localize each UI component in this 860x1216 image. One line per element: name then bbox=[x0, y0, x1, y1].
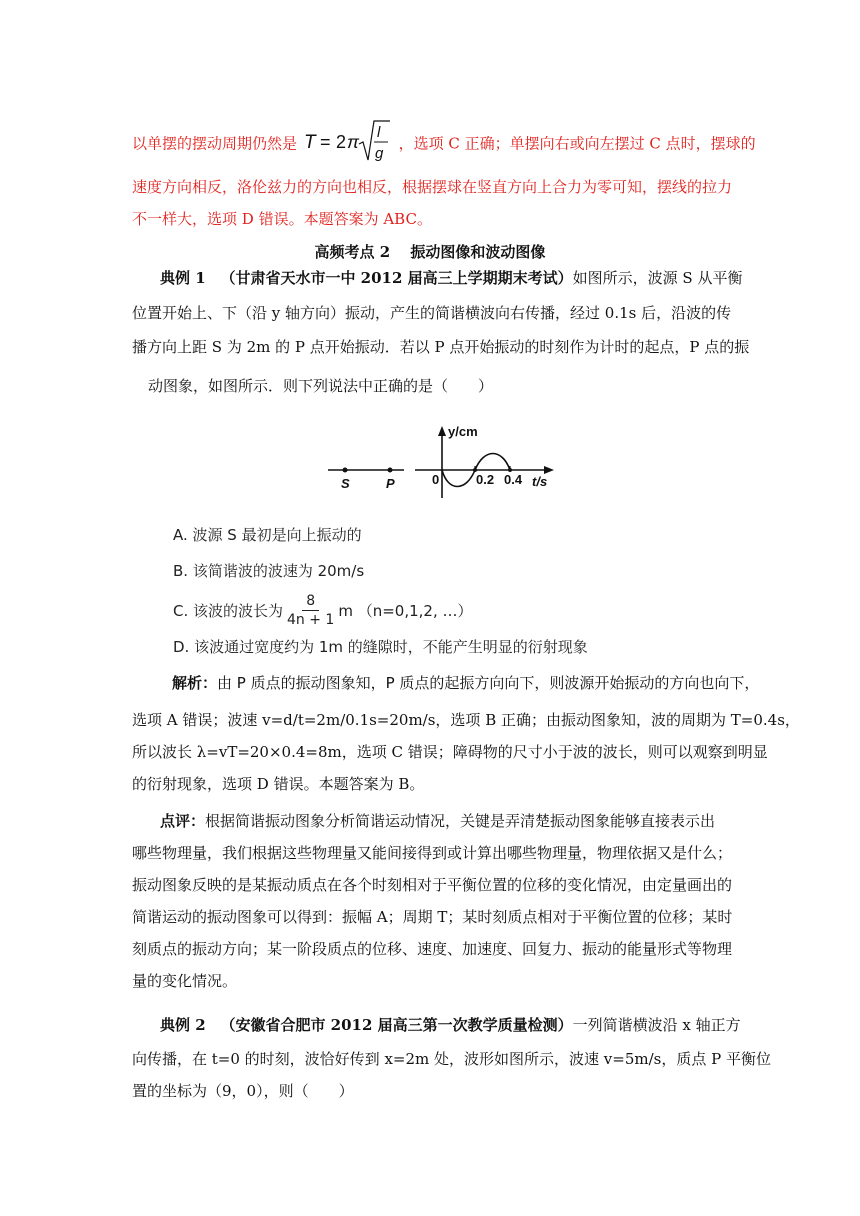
comment-line5: 刻质点的振动方向；某一阶段质点的位移、速度、加速度、回复力、振动的能量形式等物理 bbox=[132, 940, 733, 958]
para1-line1-text: 以单摆的摆动周期仍然是 bbox=[132, 134, 298, 153]
example1-source: （甘肃省天水市一中 2012 届高三上学期期末考试） bbox=[220, 269, 573, 287]
comment-line2: 哪些物理量，我们根据这些物理量又能间接得到或计算出哪些物理量，物理依据又是什么； bbox=[132, 844, 733, 862]
example1-label: 典例 1 bbox=[160, 269, 206, 287]
origin-label: 0 bbox=[432, 472, 440, 487]
tick-label-0-4: 0.4 bbox=[504, 472, 523, 487]
t-axis-label: t/s bbox=[532, 474, 548, 489]
tick-label-0-2: 0.2 bbox=[476, 472, 495, 487]
example1-line2: 位置开始上、下（沿 y 轴方向）振动，产生的简谐横波向右传播，经过 0.1s 后，沿波的传 bbox=[132, 304, 732, 322]
para1-line1 bbox=[132, 118, 756, 171]
svg-text:=: = bbox=[319, 132, 331, 152]
period-formula-graphic bbox=[304, 118, 392, 166]
comment-line1-text: 根据简谐振动图象分析简谐运动情况，关键是弄清楚振动图象能够直接表示出 bbox=[205, 812, 716, 830]
svg-text:π: π bbox=[346, 132, 359, 152]
svg-text:T: T bbox=[303, 132, 316, 153]
example2-line1 bbox=[160, 1015, 741, 1035]
analysis-label: 解析： bbox=[172, 674, 218, 692]
point-s-label: S bbox=[341, 476, 350, 491]
t-axis-arrow bbox=[544, 466, 554, 474]
example1-line1 bbox=[160, 268, 742, 288]
y-axis-label: y/cm bbox=[448, 424, 478, 439]
para1-line1-tail: ，选项 C 正确；单摆向右或向左摆过 C 点时，摆球的 bbox=[398, 134, 756, 153]
point-p-dot bbox=[388, 468, 393, 473]
option-c-text: C. 该波的波长为 bbox=[173, 601, 284, 620]
fraction-denominator: 4n + 1 bbox=[287, 612, 335, 628]
svg-text:l: l bbox=[376, 124, 381, 141]
option-c bbox=[173, 592, 473, 629]
analysis-line1 bbox=[172, 673, 759, 693]
svg-text:g: g bbox=[374, 145, 384, 162]
example2-line1-text: 一列简谐横波沿 x 轴正方 bbox=[572, 1016, 741, 1034]
analysis-line1-text: 由 P 质点的振动图象知，P 质点的起振方向向下，则波源开始振动的方向也向下， bbox=[217, 674, 760, 692]
vibration-figure bbox=[318, 420, 558, 500]
comment-line1 bbox=[160, 811, 715, 831]
para1-line3: 不一样大，选项 D 错误。本题答案为 ABC。 bbox=[132, 210, 432, 228]
section-title: 高频考点 2 振动图像和波动图像 bbox=[314, 243, 546, 261]
example2-line2: 向传播，在 t=0 的时刻，波恰好传到 x=2m 处，波形如图所示，波速 v=5m/s，质点 P 平衡位 bbox=[132, 1050, 771, 1068]
para1-line2: 速度方向相反，洛伦兹力的方向也相反，根据摆球在竖直方向上合力为零可知，摆线的拉力 bbox=[132, 178, 733, 196]
point-s-dot bbox=[343, 468, 348, 473]
example2-line3: 置的坐标为（9，0），则（ ） bbox=[132, 1082, 354, 1100]
example1-line3: 播方向上距 S 为 2m 的 P 点开始振动．若以 P 点开始振动的时刻作为计时的起点，P 点的振 bbox=[132, 338, 750, 356]
analysis-line3: 所以波长 λ=vT=20×0.4=8m，选项 C 错误；障碍物的尺寸小于波的波长，则可以观察到明显 bbox=[132, 743, 768, 761]
wavelength-fraction bbox=[287, 592, 334, 629]
example2-label: 典例 2 bbox=[160, 1016, 206, 1034]
comment-line6: 量的变化情况。 bbox=[132, 972, 238, 990]
point-p-label: P bbox=[386, 476, 395, 491]
example1-line1-text: 如图所示，波源 S 从平衡 bbox=[572, 269, 743, 287]
example2-source: （安徽省合肥市 2012 届高三第一次教学质量检测） bbox=[220, 1016, 573, 1034]
analysis-line2: 选项 A 错误；波速 v=d/t=2m/0.1s=20m/s，选项 B 正确；由振动图象知，波的周期为 T=0.4s， bbox=[132, 711, 800, 729]
option-b: B. 该简谐波的波速为 20m/s bbox=[173, 562, 365, 580]
option-d: D. 该波通过宽度约为 1m 的缝隙时，不能产生明显的衍射现象 bbox=[173, 638, 588, 656]
option-c-tail: m （n=0,1,2, …） bbox=[338, 601, 473, 620]
option-a: A. 波源 S 最初是向上振动的 bbox=[173, 526, 362, 544]
y-axis-arrow bbox=[438, 426, 446, 436]
comment-line3: 振动图象反映的是某振动质点在各个时刻相对于平衡位置的位移的变化情况，由定量画出的 bbox=[132, 876, 733, 894]
comment-line4: 简谐运动的振动图象可以得到：振幅 A；周期 T；某时刻质点相对于平衡位置的位移；某时 bbox=[132, 908, 733, 926]
period-formula bbox=[304, 118, 392, 171]
svg-text:2: 2 bbox=[335, 132, 346, 152]
comment-label: 点评： bbox=[160, 812, 206, 830]
example1-line4: 动图象，如图所示．则下列说法中正确的是（ ） bbox=[148, 377, 494, 395]
fraction-numerator: 8 bbox=[302, 592, 319, 611]
analysis-line4: 的衍射现象，选项 D 错误。本题答案为 B。 bbox=[132, 775, 425, 793]
